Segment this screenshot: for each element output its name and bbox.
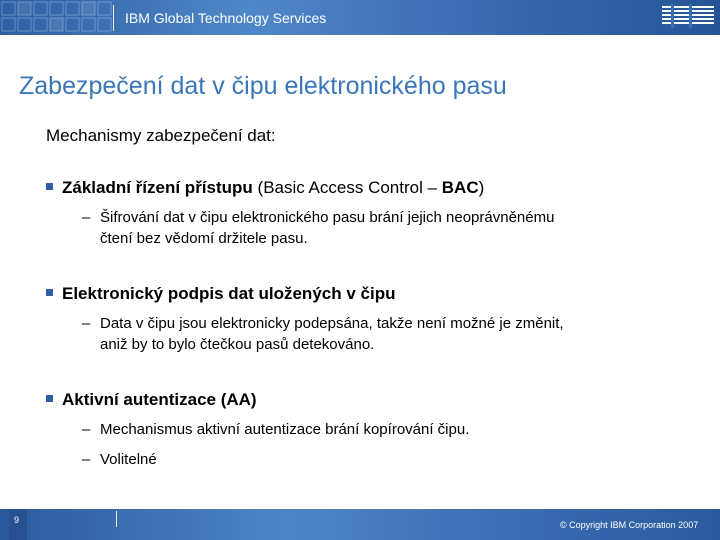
ibm-logo bbox=[662, 4, 714, 28]
sub-bullet-line: čtení bez vědomí držitele pasu. bbox=[100, 230, 308, 247]
bullet-item bbox=[46, 284, 395, 304]
page-number: 9 bbox=[14, 515, 20, 525]
bullet-square-icon bbox=[46, 183, 53, 190]
bullet-square-icon bbox=[46, 289, 53, 296]
dash-marker: – bbox=[82, 209, 91, 226]
header-square-pattern bbox=[0, 0, 720, 35]
bullet-square-icon bbox=[46, 395, 53, 402]
sub-bullet-line: Volitelné bbox=[100, 451, 157, 468]
footer-bar bbox=[0, 509, 720, 540]
bullet-text: (Basic Access Control – bbox=[252, 178, 442, 197]
sub-bullet-line: Data v čipu jsou elektronicky podepsána, takže není možné je změnit, bbox=[100, 315, 564, 332]
sub-bullet-line: Mechanismus aktivní autentizace brání kopírování čipu. bbox=[100, 421, 470, 438]
footer-separator bbox=[116, 511, 117, 527]
header-org-text: IBM Global Technology Services bbox=[125, 10, 327, 26]
bullet-text: ) bbox=[478, 178, 485, 197]
dash-marker: – bbox=[82, 421, 91, 438]
slide-title: Zabezpečení dat v čipu elektronického pasu bbox=[19, 72, 507, 100]
bullet-bold-text: Aktivní autentizace (AA) bbox=[62, 390, 257, 409]
dash-marker: – bbox=[82, 315, 91, 332]
header-separator bbox=[113, 5, 114, 31]
bullet-bold-text: Základní řízení přístupu bbox=[62, 178, 253, 197]
header-bar bbox=[0, 0, 720, 35]
bullet-item bbox=[46, 178, 484, 198]
copyright-text: © Copyright IBM Corporation 2007 bbox=[560, 520, 699, 530]
sub-bullet-line: aniž by to bylo čtečkou pasů detekováno. bbox=[100, 336, 375, 353]
bullet-item bbox=[46, 390, 257, 410]
bullet-bold-text: Elektronický podpis dat uložených v čipu bbox=[62, 284, 396, 303]
dash-marker: – bbox=[82, 451, 91, 468]
slide-intro: Mechanismy zabezpečení dat: bbox=[46, 126, 276, 145]
sub-bullet-line: Šifrování dat v čipu elektronického pasu brání jejich neoprávněnému bbox=[100, 209, 555, 226]
bullet-bold-text: BAC bbox=[441, 178, 479, 197]
